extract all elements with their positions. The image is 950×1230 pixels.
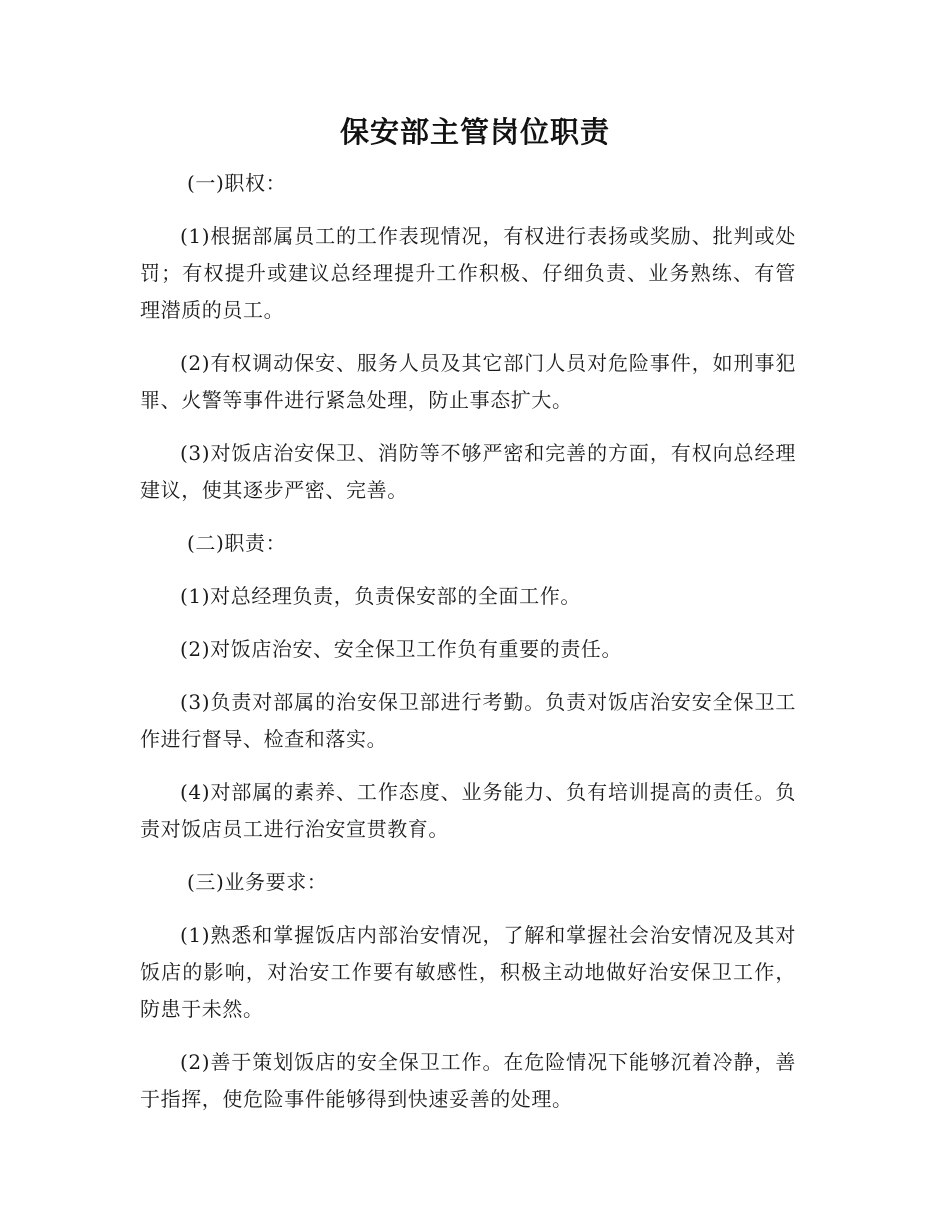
requirement-item-2: (2)善于策划饭店的安全保卫工作。在危险情况下能够沉着冷静，善于指挥，使危险事件能够得到快速妥善的处理。	[140, 1050, 796, 1111]
duty-item-2: (2)对饭店治安、安全保卫工作负有重要的责任。	[180, 637, 623, 661]
section-heading-duties: (二)职责：	[187, 531, 287, 555]
duty-item-4: (4)对部属的素养、工作态度、业务能力、负有培训提高的责任。负责对饭店员工进行治安宣贯教育。	[140, 780, 796, 841]
duty-item-1: (1)对总经理负责，负责保安部的全面工作。	[180, 584, 581, 608]
requirement-item-1: (1)熟悉和掌握饭店内部治安情况，了解和掌握社会治安情况及其对饭店的影响，对治安工作要有敏感性，积极主动地做好治安保卫工作，防患于未然。	[140, 923, 796, 1021]
document-body	[140, 165, 796, 1134]
document-title: 保安部主管岗位职责	[339, 115, 610, 149]
duty-item-3: (3)负责对部属的治安保卫部进行考勤。负责对饭店治安安全保卫工作进行督导、检查和落实。	[140, 690, 796, 751]
section-heading-authority: (一)职权：	[187, 171, 287, 195]
authority-item-3: (3)对饭店治安保卫、消防等不够严密和完善的方面，有权向总经理建议，使其逐步严密、完善。	[140, 441, 796, 502]
authority-item-2: (2)有权调动保安、服务人员及其它部门人员对危险事件，如刑事犯罪、火警等事件进行紧急处理，防止事态扩大。	[140, 351, 796, 412]
section-heading-requirements: (三)业务要求：	[187, 870, 328, 894]
authority-item-1: (1)根据部属员工的工作表现情况，有权进行表扬或奖励、批判或处罚；有权提升或建议总经理提升工作积极、仔细负责、业务熟练、有管理潜质的员工。	[140, 224, 796, 322]
